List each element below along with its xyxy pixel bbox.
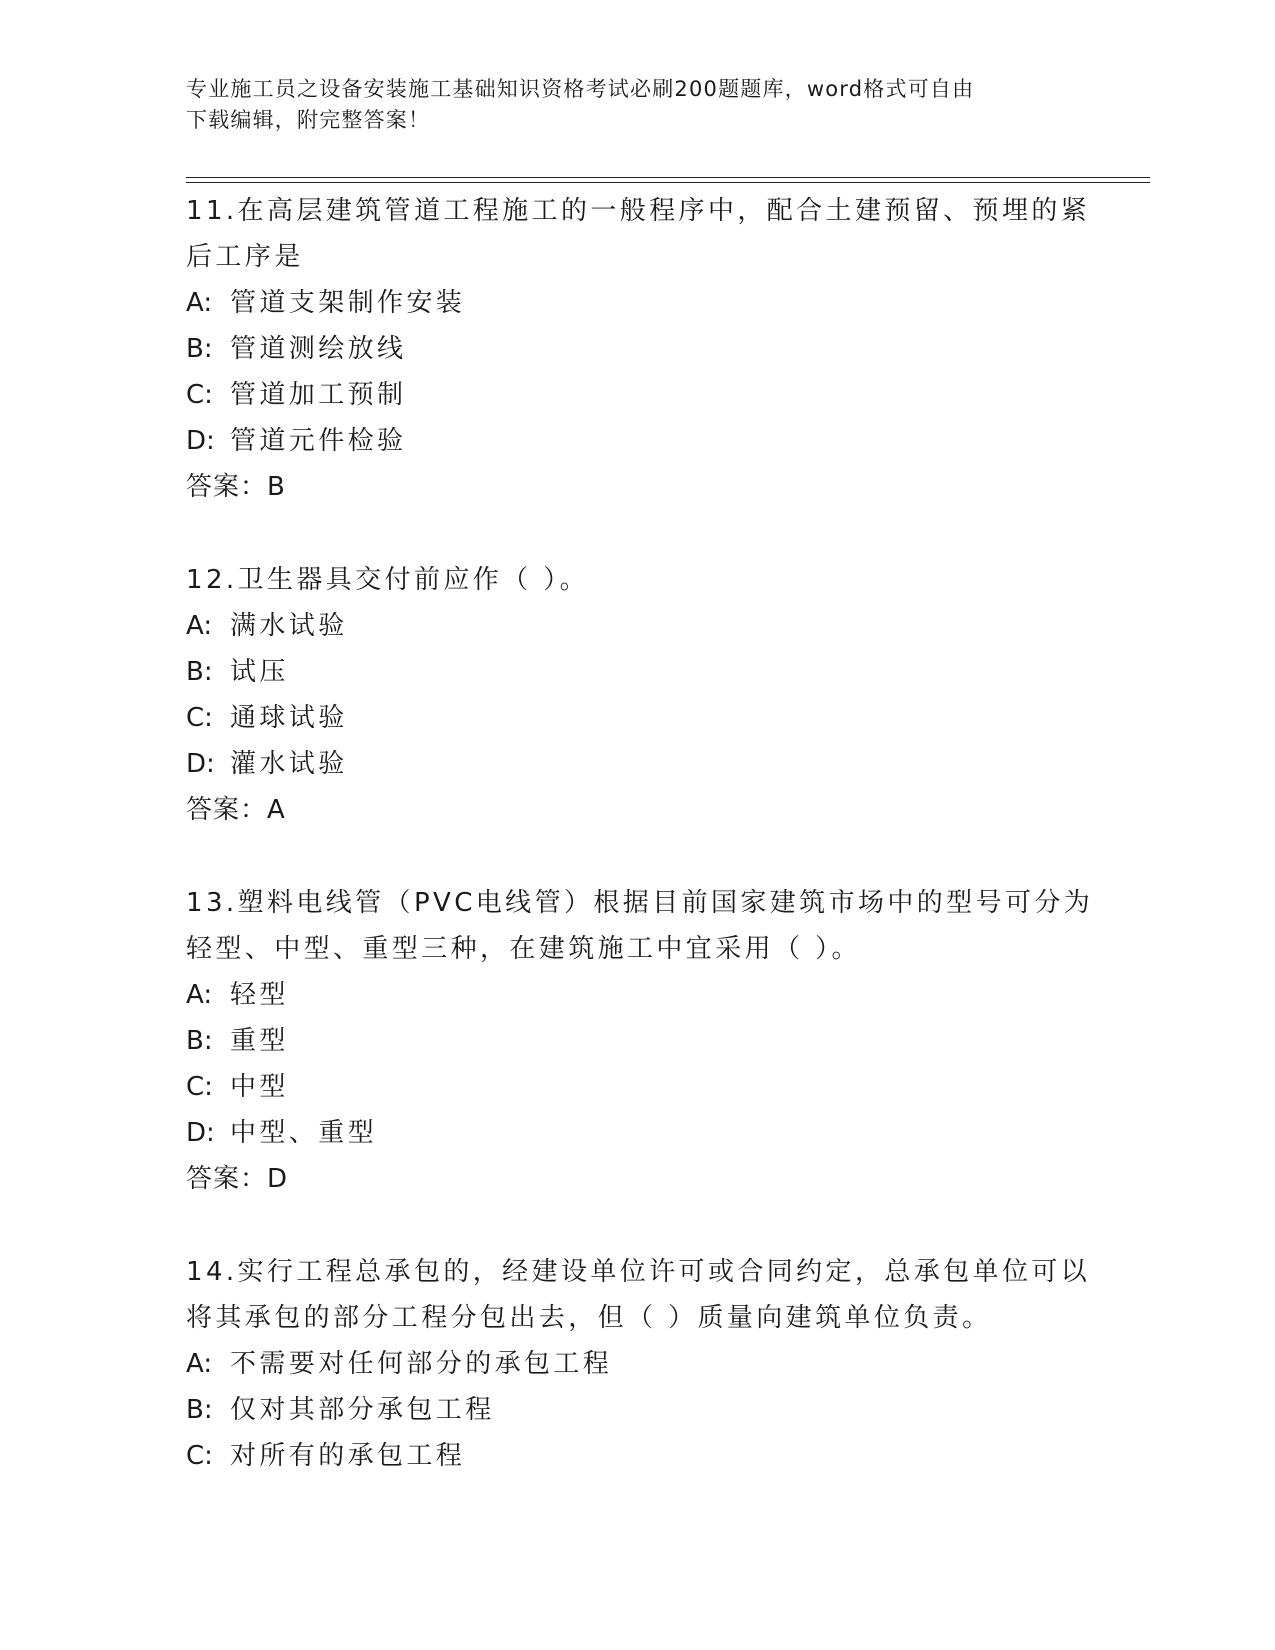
answer-line bbox=[186, 787, 1086, 833]
option-d bbox=[186, 741, 1086, 787]
option-a bbox=[186, 1341, 1086, 1387]
option-a bbox=[186, 972, 1086, 1018]
option-text: 中型 bbox=[230, 1072, 289, 1102]
option-text: 管道支架制作安装 bbox=[230, 288, 466, 318]
question-12 bbox=[186, 557, 1086, 833]
option-text: 不需要对任何部分的承包工程 bbox=[230, 1349, 613, 1379]
option-b bbox=[186, 1018, 1086, 1064]
question-text-line: 13.塑料电线管（PVC电线管）根据目前国家建筑市场中的型号可分为 bbox=[186, 888, 1094, 918]
option-c bbox=[186, 1433, 1086, 1479]
option-text: 试压 bbox=[230, 657, 289, 687]
option-letter: A: bbox=[186, 1349, 213, 1379]
option-d bbox=[186, 418, 1086, 464]
option-text: 对所有的承包工程 bbox=[230, 1441, 466, 1471]
option-letter: C: bbox=[186, 1441, 213, 1471]
question-spacer bbox=[186, 1202, 1086, 1249]
option-b bbox=[186, 649, 1086, 695]
option-text: 重型 bbox=[230, 1026, 289, 1056]
question-spacer bbox=[186, 833, 1086, 880]
option-letter: A: bbox=[186, 611, 213, 641]
question-text-line: 14.实行工程总承包的，经建设单位许可或合同约定，总承包单位可以 bbox=[186, 1257, 1091, 1287]
option-a bbox=[186, 280, 1086, 326]
option-b bbox=[186, 1387, 1086, 1433]
option-text: 轻型 bbox=[230, 980, 289, 1010]
option-c bbox=[186, 372, 1086, 418]
answer-value: A bbox=[267, 795, 285, 825]
option-text: 中型、重型 bbox=[230, 1118, 378, 1148]
option-text: 灌水试验 bbox=[230, 749, 348, 779]
question-text-line: 11.在高层建筑管道工程施工的一般程序中，配合土建预留、预埋的紧 bbox=[186, 196, 1091, 226]
option-text: 满水试验 bbox=[230, 611, 348, 641]
answer-label: 答案： bbox=[186, 795, 268, 825]
option-letter: D: bbox=[186, 426, 215, 456]
option-letter: D: bbox=[186, 1118, 215, 1148]
header-divider-top bbox=[186, 177, 1150, 178]
option-letter: A: bbox=[186, 288, 213, 318]
option-a bbox=[186, 603, 1086, 649]
question-text-line: 12.卫生器具交付前应作（ ）。 bbox=[186, 565, 590, 595]
answer-line bbox=[186, 1156, 1086, 1202]
option-letter: A: bbox=[186, 980, 213, 1010]
header-divider-bottom bbox=[186, 182, 1150, 183]
option-c bbox=[186, 1064, 1086, 1110]
option-letter: B: bbox=[186, 1026, 213, 1056]
question-13 bbox=[186, 880, 1094, 1202]
question-list bbox=[186, 188, 1094, 1479]
option-text: 通球试验 bbox=[230, 703, 348, 733]
option-letter: B: bbox=[186, 1395, 213, 1425]
option-text: 管道元件检验 bbox=[230, 426, 407, 456]
option-c bbox=[186, 695, 1086, 741]
question-11 bbox=[186, 188, 1091, 510]
question-14 bbox=[186, 1249, 1091, 1479]
option-text: 管道测绘放线 bbox=[230, 334, 407, 364]
question-spacer bbox=[186, 510, 1086, 557]
answer-label: 答案： bbox=[186, 472, 268, 502]
option-d bbox=[186, 1110, 1086, 1156]
option-text: 仅对其部分承包工程 bbox=[230, 1395, 495, 1425]
answer-value: D bbox=[267, 1164, 288, 1194]
question-text-line: 将其承包的部分工程分包出去，但（ ）质量向建筑单位负责。 bbox=[186, 1303, 992, 1333]
option-text: 管道加工预制 bbox=[230, 380, 407, 410]
header-line-1: 专业施工员之设备安装施工基础知识资格考试必刷200题题库，word格式可自由 bbox=[186, 77, 975, 101]
option-letter: B: bbox=[186, 334, 213, 364]
option-letter: C: bbox=[186, 1072, 213, 1102]
option-b bbox=[186, 326, 1086, 372]
option-letter: D: bbox=[186, 749, 215, 779]
document-header bbox=[186, 74, 1066, 136]
answer-label: 答案： bbox=[186, 1164, 268, 1194]
option-letter: C: bbox=[186, 380, 213, 410]
answer-line bbox=[186, 464, 1086, 510]
question-text-line: 后工序是 bbox=[186, 242, 304, 272]
answer-value: B bbox=[267, 472, 285, 502]
question-text-line: 轻型、中型、重型三种，在建筑施工中宜采用（ ）。 bbox=[186, 934, 861, 964]
header-line-2: 下载编辑，附完整答案！ bbox=[186, 108, 431, 132]
option-letter: C: bbox=[186, 703, 213, 733]
option-letter: B: bbox=[186, 657, 213, 687]
